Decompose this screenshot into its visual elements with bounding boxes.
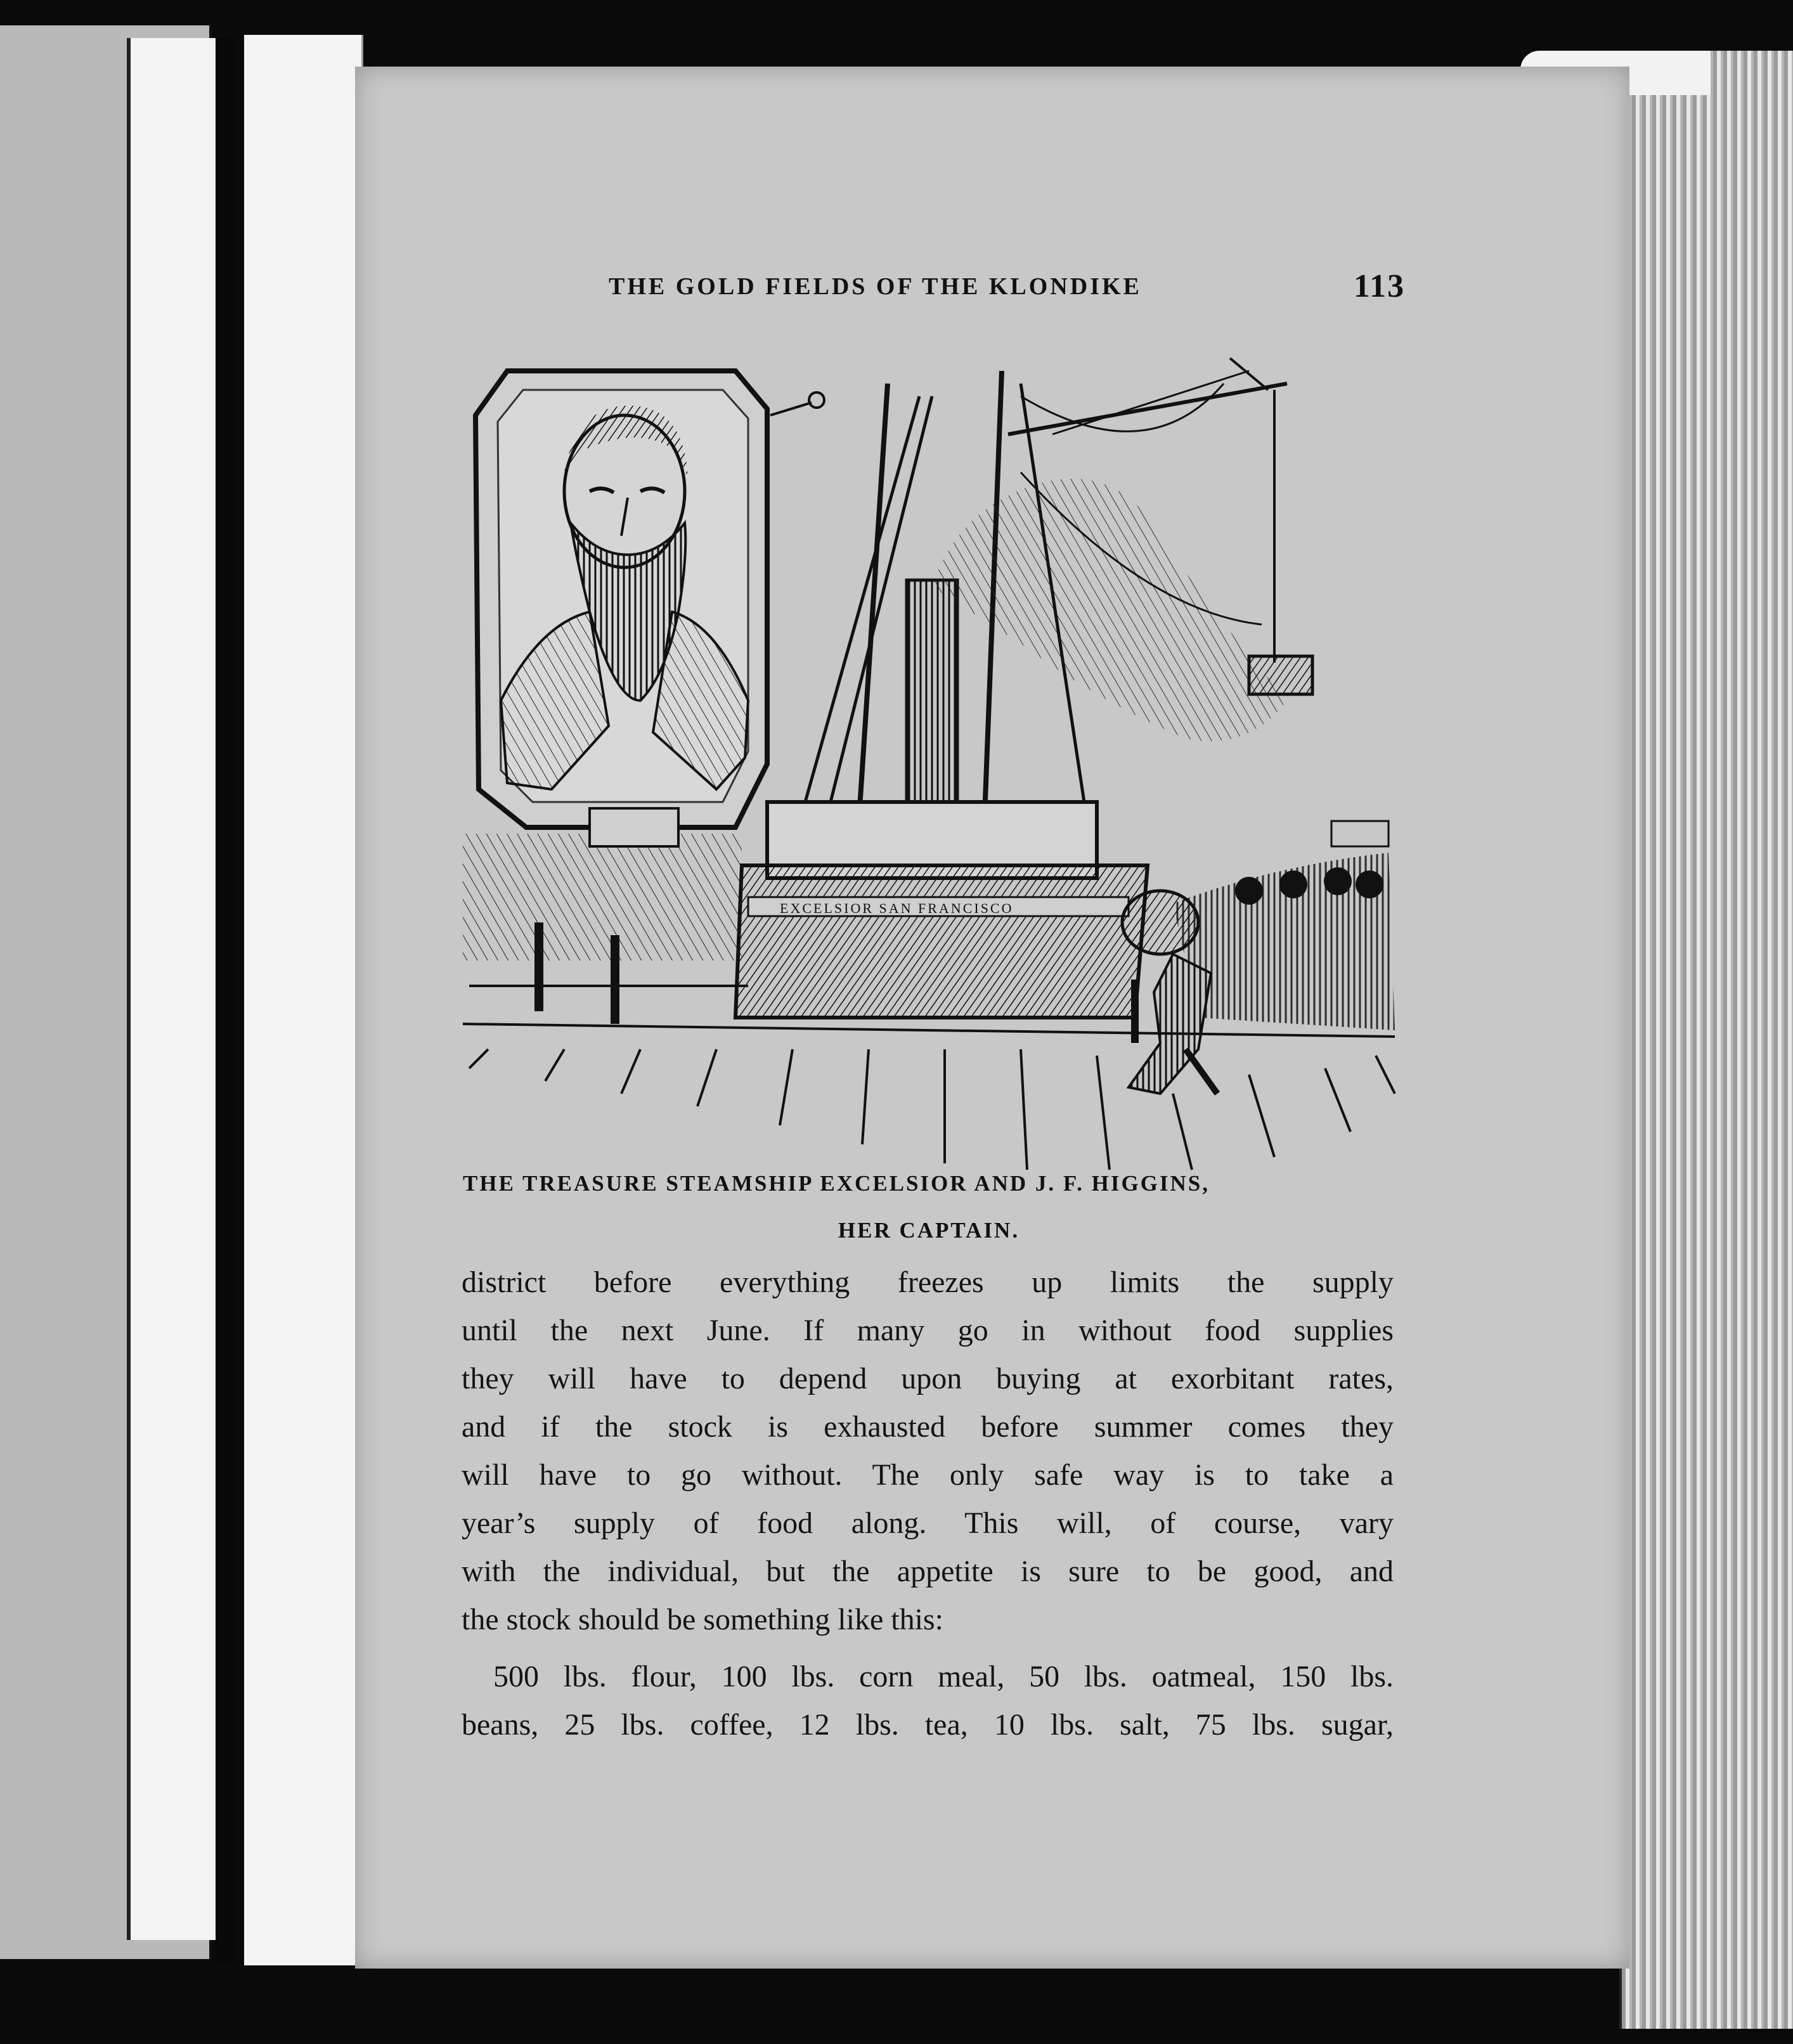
page-number: 113 bbox=[1354, 268, 1406, 304]
engraving-illustration bbox=[450, 346, 1408, 1227]
body-line: will have to go without. The only safe way is to take a bbox=[462, 1458, 1394, 1492]
supply-list-line: beans, 25 lbs. coffee, 12 lbs. tea, 10 lbs. salt, 75 lbs. sugar, bbox=[462, 1708, 1394, 1742]
body-line: district before everything freezes up limits the supply bbox=[462, 1265, 1394, 1299]
ship-funnel bbox=[907, 580, 957, 808]
page-edges-stack bbox=[1619, 51, 1793, 2029]
supply-list-line: 500 lbs. flour, 100 lbs. corn meal, 50 lbs. oatmeal, 150 lbs. bbox=[493, 1660, 1394, 1693]
body-line: with the individual, but the appetite is sure to be good, and bbox=[462, 1555, 1394, 1588]
caption-line-1: THE TREASURE STEAMSHIP EXCELSIOR AND J. F. HIGGINS, bbox=[463, 1171, 1210, 1196]
figure-caption bbox=[463, 1160, 1395, 1254]
caption-line-2: HER CAPTAIN. bbox=[838, 1218, 1020, 1243]
captain-portrait bbox=[476, 371, 824, 827]
running-head bbox=[609, 268, 1560, 311]
body-text bbox=[462, 1258, 1394, 1749]
body-line: they will have to depend upon buying at exorbitant rates, bbox=[462, 1362, 1394, 1395]
funnel-smoke bbox=[932, 479, 1287, 741]
book-gutter bbox=[216, 38, 235, 1965]
steamship-and-captain-engraving bbox=[450, 346, 1408, 1227]
body-line: and if the stock is exhausted before summer comes they bbox=[462, 1410, 1394, 1444]
dock-planks bbox=[463, 1024, 1395, 1170]
body-line: the stock should be something like this: bbox=[462, 1603, 943, 1636]
body-line: until the next June. If many go in without food supplies bbox=[462, 1314, 1394, 1347]
hull-lettering: EXCELSIOR SAN FRANCISCO bbox=[780, 900, 1014, 916]
running-title: THE GOLD FIELDS OF THE KLONDIKE bbox=[609, 273, 1142, 300]
book-page bbox=[355, 67, 1629, 1969]
body-line: year’s supply of food along. This will, of course, vary bbox=[462, 1506, 1394, 1540]
ship-hull bbox=[735, 802, 1148, 1018]
left-page-edge bbox=[127, 38, 230, 1940]
inner-margin-strip bbox=[244, 35, 363, 1965]
